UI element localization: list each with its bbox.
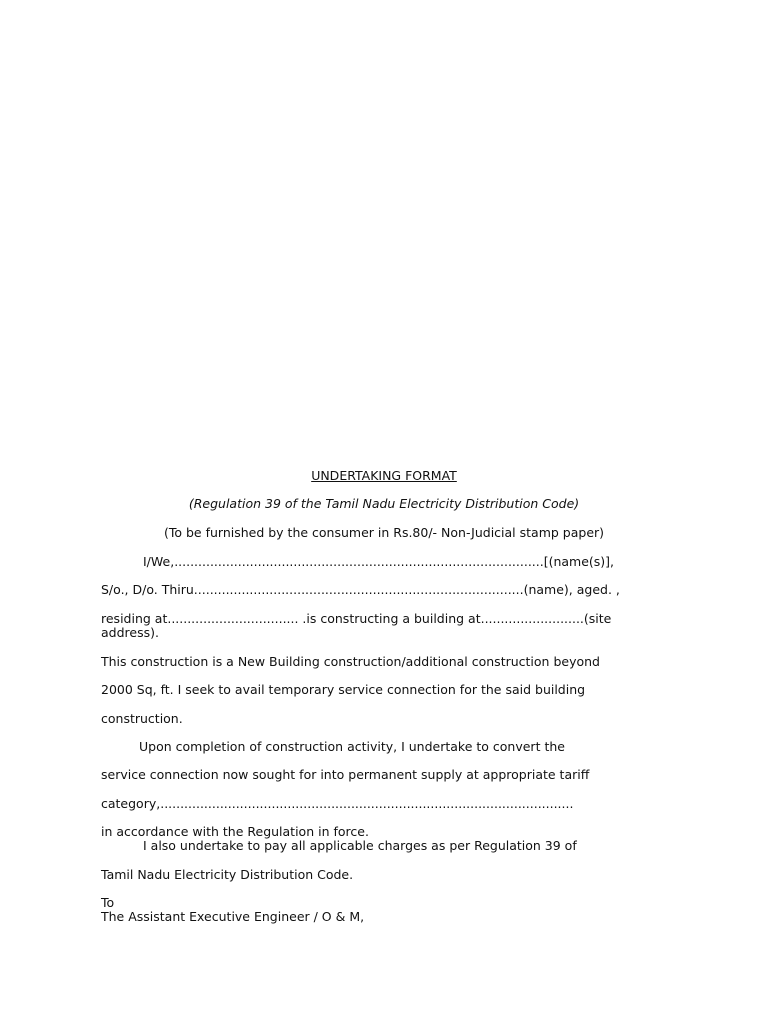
construction-line-1: This construction is a New Building construction/additional construction beyond (101, 654, 600, 669)
residence-line: residing at................................. .is constructing a building at..........................(site (101, 611, 612, 626)
regulation-in-force-line: in accordance with the Regulation in force. (101, 824, 369, 839)
construction-line-2: 2000 Sq, ft. I seek to avail temporary service connection for the said building (101, 682, 586, 697)
names-line: I/We,.............................................................................................[(name(s)], (143, 554, 615, 569)
document-title: UNDERTAKING FORMAT (311, 468, 457, 483)
completion-line-1: Upon completion of construction activity, I undertake to convert the (139, 739, 565, 754)
parent-name-line: S/o., D/o. Thiru...................................................................................(name), aged. , (101, 582, 620, 597)
to-label: To (101, 895, 115, 910)
site-address-line: address). (101, 625, 159, 640)
regulation-subtitle: (Regulation 39 of the Tamil Nadu Electricity Distribution Code) (188, 496, 580, 511)
completion-line-2: service connection now sought for into permanent supply at appropriate tariff (101, 767, 590, 782)
tariff-category-line: category,........................................................................................................ (101, 796, 574, 811)
charges-line-1: I also undertake to pay all applicable charges as per Regulation 39 of (143, 838, 577, 853)
addressee-line: The Assistant Executive Engineer / O & M, (101, 909, 365, 924)
construction-line-3: construction. (101, 711, 183, 726)
charges-line-2: Tamil Nadu Electricity Distribution Code. (101, 867, 354, 882)
stamp-paper-instruction: (To be furnished by the consumer in Rs.80/- Non-Judicial stamp paper) (163, 525, 605, 540)
